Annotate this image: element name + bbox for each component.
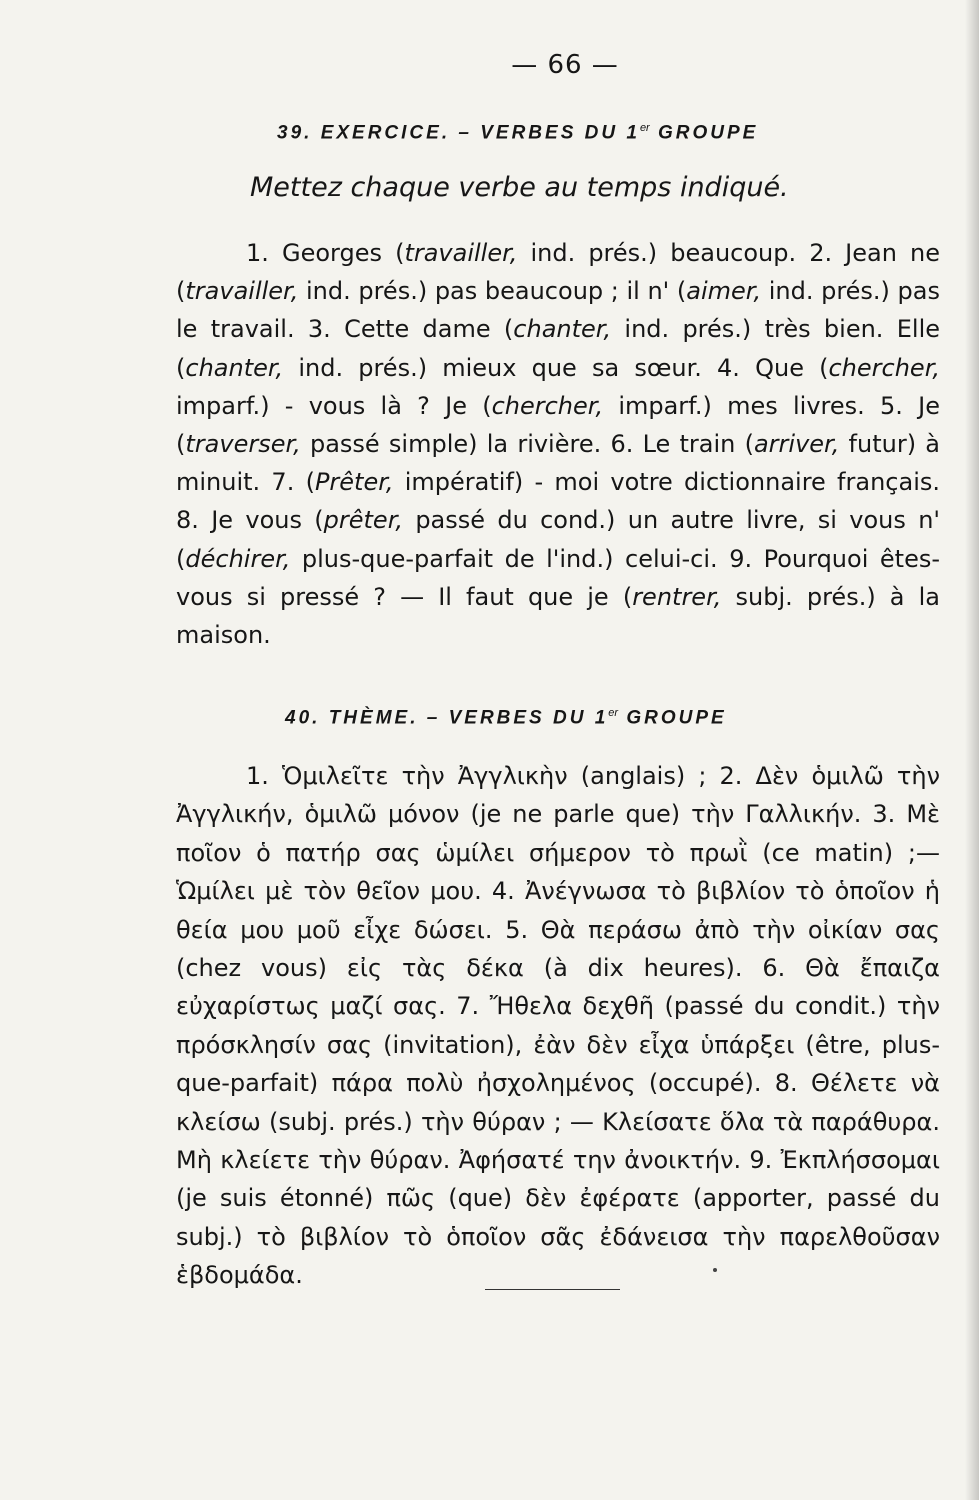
page-number: — 66 — — [511, 50, 619, 80]
theme-40-heading-main: 40. THÈME. – VERBES DU 1 — [285, 707, 609, 729]
verb-infinitive: chercher, — [828, 353, 940, 382]
verb-infinitive: déchirer, — [185, 544, 291, 573]
theme-40-heading-sup: er — [608, 707, 619, 719]
exercise-39-heading-main: 39. EXERCICE. – VERBES DU 1 — [277, 122, 640, 144]
ink-dot — [713, 1268, 717, 1272]
verb-infinitive: chanter, — [513, 315, 612, 344]
exercise-39-paragraph — [176, 234, 940, 654]
theme-40-paragraph: 1. Ὁμιλεῖτε τὴν Ἀγγλικὴν (anglais) ; 2. Δὲν ὁμιλῶ τὴν Ἀγγλικήν, ὁμιλῶ μόνον (je ne parle que) τὴν Γαλλικήν. 3. Μὲ ποῖον ὁ πατήρ σας ὡμίλει σήμερον τὸ πρωῒ (ce matin) ;— Ὡμίλει μὲ τὸν θεῖον μου. 4. Ἀνέγνωσα τὸ βιβλίον τὸ ὁποῖον ἡ θεία μου μοῦ εἶχε δώσει. 5. Θὰ περάσω ἀπὸ τὴν οἰκίαν σας (chez vous) εἰς τὰς δέκα (à dix heures). 6. Θὰ ἔπαιζα εὐχαρίστως μαζί σας. 7. Ἤθελα δεχθῆ (passé du condit.) τὴν πρόσκλησίν σας (invitation), ἐὰν δὲν εἶχα ὑπάρξει (être, plus-que-parfait) πάρα πολὺ ἠσχολημένος (occupé). 8. Θέλετε νὰ κλείσω (subj. prés.) τὴν θύραν ; — Κλείσατε ὅλα τὰ παράθυρα. Μὴ κλείετε τὴν θύραν. Ἀφήσατέ την ἀνοικτήν. 9. Ἐκπλήσσομαι (je suis étonné) πῶς (que) δὲν ἐφέρατε (apporter, passé du subj.) τὸ βιβλίον τὸ ὁποῖον σᾶς ἐδάνεισα τὴν παρελθοῦσαν ἑβδομάδα. — [176, 762, 940, 1290]
exercise-text-run: ind. prés.) pas beaucoup ; il n' ( — [298, 277, 687, 306]
verb-infinitive: prêter, — [323, 506, 403, 535]
verb-infinitive: rentrer, — [632, 582, 722, 611]
exercise-text-run: imparf.) mes livres. 5. Je ( — [176, 391, 940, 459]
verb-infinitive: traverser, — [185, 430, 301, 459]
verb-infinitive: arriver, — [753, 430, 840, 459]
exercise-39-text — [176, 234, 940, 654]
exercise-text-run: passé du cond.) un autre livre, si vous n' ( — [176, 506, 940, 573]
exercise-text-run: passé simple) la rivière. 6. Le train ( — [300, 430, 754, 459]
closing-rule — [485, 1289, 620, 1290]
exercise-text-run: ind. prés.) beaucoup. 2. Jean ne ( — [176, 239, 941, 306]
exercise-text-run: imparf.) - vous là ? Je ( — [176, 391, 492, 420]
exercise-text-run: impératif) - moi votre dictionnaire français. 8. Je vous ( — [176, 468, 940, 535]
exercise-39-heading — [277, 122, 758, 144]
exercise-text-run: ind. prés.) mieux que sa sœur. 4. Que ( — [283, 353, 829, 382]
theme-40-heading-tail: GROUPE — [618, 707, 727, 729]
exercise-39-heading-tail: GROUPE — [649, 122, 759, 144]
theme-40-heading — [285, 707, 727, 729]
verb-infinitive: Prêter, — [314, 468, 394, 497]
exercise-text-run: subj. prés.) à la maison. — [176, 582, 940, 650]
exercise-39-heading-sup: er — [639, 122, 650, 134]
verb-infinitive: aimer, — [686, 277, 762, 306]
exercise-text-run: ind. prés.) pas le travail. 3. Cette dame ( — [176, 277, 940, 344]
verb-infinitive: chanter, — [185, 353, 284, 382]
page-edge-shadow — [965, 0, 979, 1500]
exercise-39-instruction: Mettez chaque verbe au temps indiqué. — [250, 172, 789, 203]
verb-infinitive: travailler, — [404, 239, 518, 267]
exercise-text-run: ind. prés.) très bien. Elle ( — [176, 315, 941, 382]
verb-infinitive: chercher, — [491, 391, 604, 420]
exercise-text-run: 1. Georges ( — [246, 239, 405, 267]
exercise-text-run: futur) à minuit. 7. ( — [176, 430, 940, 497]
theme-40-text — [176, 757, 940, 1295]
verb-infinitive: travailler, — [185, 277, 299, 306]
exercise-text-run: plus-que-parfait de l'ind.) celui-ci. 9. Pourquoi êtes-vous si pressé ? — Il faut que je ( — [176, 544, 940, 611]
